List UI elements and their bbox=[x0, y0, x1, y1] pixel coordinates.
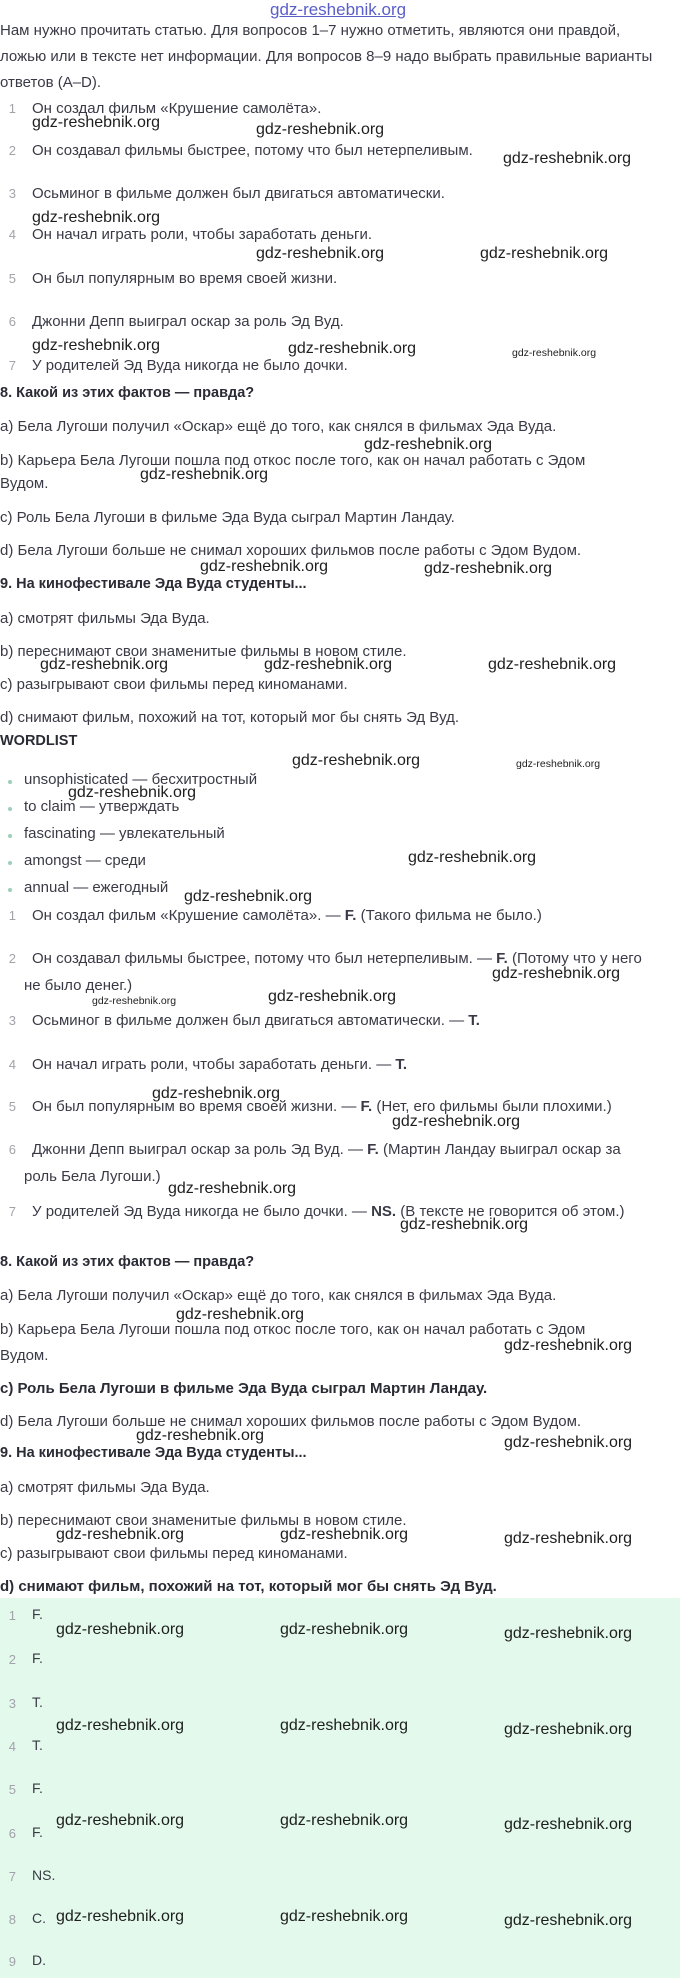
item-number: 7 bbox=[8, 1869, 16, 1884]
watermark-text: gdz-reshebnik.org bbox=[504, 1530, 633, 1547]
item-text: Осьминог в фильме должен был двигаться автоматически. bbox=[32, 185, 445, 202]
item-number: 9 bbox=[8, 1954, 16, 1969]
question-9-option-d: d) снимают фильм, похожий на тот, который мог бы снять Эд Вуд. bbox=[0, 709, 460, 726]
item-text: Он был популярным во время своей жизни. bbox=[32, 270, 338, 287]
wordlist-title: WORDLIST bbox=[0, 733, 78, 749]
bullet-icon bbox=[8, 807, 12, 811]
item-text: Осьминог в фильме должен был двигаться автоматически. — T. bbox=[32, 1012, 480, 1029]
item-number: 4 bbox=[8, 1057, 16, 1072]
item-text: Он создавал фильмы быстрее, потому что был нетерпеливым. bbox=[32, 142, 473, 159]
question-8-option-d: d) Бела Лугоши больше не снимал хороших фильмов после работы с Эдом Вудом. bbox=[0, 542, 582, 559]
answer-value: NS. bbox=[32, 1867, 56, 1883]
answer-value: F. bbox=[32, 1606, 43, 1622]
watermark-text: gdz-reshebnik.org bbox=[200, 558, 329, 575]
watermark-text: gdz-reshebnik.org bbox=[56, 1621, 185, 1638]
watermark-text: gdz-reshebnik.org bbox=[168, 1180, 297, 1197]
watermark-text: gdz-reshebnik.org bbox=[68, 784, 197, 801]
watermark-text: gdz-reshebnik.org bbox=[516, 758, 601, 770]
answer-value: F. bbox=[32, 1780, 43, 1796]
question-9-option-a: a) смотрят фильмы Эда Вуда. bbox=[0, 610, 210, 627]
item-text: У родителей Эд Вуда никогда не было дочки. — NS. (В тексте не говорится об этом.) bbox=[32, 1203, 625, 1220]
watermark-text: gdz-reshebnik.org bbox=[280, 1717, 409, 1734]
question-9-option-b: b) переснимают свои знаменитые фильмы в новом стиле. bbox=[0, 643, 407, 660]
item-text: Он был популярным во время своей жизни. — F. (Нет, его фильмы были плохими.) bbox=[32, 1098, 612, 1115]
watermark-text: gdz-reshebnik.org bbox=[424, 560, 553, 577]
wordlist-entry: amongst — среди bbox=[24, 852, 146, 869]
question-8-title: 8. Какой из этих фактов — правда? bbox=[0, 385, 255, 401]
question-9-option-c: c) разыгрывают свои фильмы перед киноманами. bbox=[0, 1545, 348, 1562]
question-8-option-b-cont: Вудом. bbox=[0, 1347, 49, 1364]
watermark-text: gdz-reshebnik.org bbox=[492, 965, 621, 982]
item-number: 6 bbox=[8, 1142, 16, 1157]
item-number: 6 bbox=[8, 314, 16, 329]
question-8-option-b: b) Карьера Бела Лугоши пошла под откос после того, как он начал работать с Эдом bbox=[0, 1321, 586, 1338]
item-number: 7 bbox=[8, 358, 16, 373]
item-text: Джонни Депп выиграл оскар за роль Эд Вуд. — F. (Мартин Ландау выиграл оскар за bbox=[32, 1141, 621, 1158]
watermark-text: gdz-reshebnik.org bbox=[364, 436, 493, 453]
question-8-option-b-cont: Вудом. bbox=[0, 475, 49, 492]
watermark-text: gdz-reshebnik.org bbox=[400, 1216, 529, 1233]
question-8-title: 8. Какой из этих фактов — правда? bbox=[0, 1254, 255, 1270]
question-9-title: 9. На кинофестивале Эда Вуда студенты... bbox=[0, 576, 307, 592]
item-text: У родителей Эд Вуда никогда не было дочки. bbox=[32, 357, 348, 374]
watermark-text: gdz-reshebnik.org bbox=[280, 1908, 409, 1925]
watermark-text: gdz-reshebnik.org bbox=[56, 1908, 185, 1925]
item-number: 1 bbox=[8, 908, 16, 923]
item-number: 3 bbox=[8, 186, 16, 201]
watermark-text: gdz-reshebnik.org bbox=[264, 656, 393, 673]
answer-value: T. bbox=[32, 1737, 43, 1753]
item-text: Он создал фильм «Крушение самолёта». — F. (Такого фильма не было.) bbox=[32, 907, 542, 924]
item-text: Он начал играть роли, чтобы заработать деньги. — T. bbox=[32, 1056, 408, 1073]
watermark-text: gdz-reshebnik.org bbox=[56, 1717, 185, 1734]
watermark-text: gdz-reshebnik.org bbox=[32, 337, 161, 354]
item-number: 3 bbox=[8, 1013, 16, 1028]
item-number: 2 bbox=[8, 951, 16, 966]
intro-paragraph: Нам нужно прочитать статью. Для вопросов 1–7 нужно отметить, являются они правдой, ложью или в тексте нет информации. Для вопросов 8–9 надо выбрать правильные варианты ответов (A–D). bbox=[0, 22, 653, 91]
wordlist-entry: fascinating — увлекательный bbox=[24, 825, 225, 842]
watermark-text: gdz-reshebnik.org bbox=[256, 121, 385, 138]
question-9-option-b: b) переснимают свои знаменитые фильмы в новом стиле. bbox=[0, 1512, 407, 1529]
watermark-text: gdz-reshebnik.org bbox=[140, 466, 269, 483]
item-text: Он создавал фильмы быстрее, потому что был нетерпеливым. — F. (Потому что у него bbox=[32, 950, 642, 967]
watermark-text: gdz-reshebnik.org bbox=[280, 1812, 409, 1829]
watermark-text: gdz-reshebnik.org bbox=[184, 888, 313, 905]
item-number: 3 bbox=[8, 1696, 16, 1711]
item-number: 7 bbox=[8, 1204, 16, 1219]
bullet-icon bbox=[8, 780, 12, 784]
watermark-text: gdz-reshebnik.org bbox=[268, 988, 397, 1005]
question-9-option-d-correct: d) снимают фильм, похожий на тот, который мог бы снять Эд Вуд. bbox=[0, 1578, 497, 1595]
watermark-text: gdz-reshebnik.org bbox=[488, 656, 617, 673]
item-number: 4 bbox=[8, 1739, 16, 1754]
watermark-text: gdz-reshebnik.org bbox=[392, 1113, 521, 1130]
item-number: 5 bbox=[8, 1782, 16, 1797]
item-number: 5 bbox=[8, 1099, 16, 1114]
item-number: 8 bbox=[8, 1912, 16, 1927]
watermark-text: gdz-reshebnik.org bbox=[408, 849, 537, 866]
question-8-option-d: d) Бела Лугоши больше не снимал хороших фильмов после работы с Эдом Вудом. bbox=[0, 1413, 582, 1430]
item-number: 5 bbox=[8, 271, 16, 286]
item-number: 2 bbox=[8, 143, 16, 158]
item-text-cont: не было денег.) bbox=[24, 977, 133, 994]
wordlist-entry: unsophisticated — бесхитростный bbox=[24, 771, 258, 788]
question-9-title: 9. На кинофестивале Эда Вуда студенты... bbox=[0, 1445, 307, 1461]
answer-value: F. bbox=[32, 1650, 43, 1666]
watermark-text: gdz-reshebnik.org bbox=[136, 1427, 265, 1444]
watermark-text: gdz-reshebnik.org bbox=[504, 1912, 633, 1929]
question-8-option-a: a) Бела Лугоши получил «Оскар» ещё до того, как снялся в фильмах Эда Вуда. bbox=[0, 1287, 557, 1304]
watermark-text: gdz-reshebnik.org bbox=[288, 340, 417, 357]
answer-value: D. bbox=[32, 1952, 46, 1968]
bullet-icon bbox=[8, 888, 12, 892]
watermark-text: gdz-reshebnik.org bbox=[92, 995, 177, 1007]
watermark-text: gdz-reshebnik.org bbox=[32, 114, 161, 131]
watermark-text: gdz-reshebnik.org bbox=[40, 656, 169, 673]
watermark-text: gdz-reshebnik.org bbox=[280, 1526, 409, 1543]
item-number: 6 bbox=[8, 1826, 16, 1841]
bullet-icon bbox=[8, 834, 12, 838]
watermark-text: gdz-reshebnik.org bbox=[280, 1621, 409, 1638]
watermark-text: gdz-reshebnik.org bbox=[503, 150, 632, 167]
question-8-option-c: c) Роль Бела Лугоши в фильме Эда Вуда сыграл Мартин Ландау. bbox=[0, 509, 455, 526]
watermark-text: gdz-reshebnik.org bbox=[504, 1434, 633, 1451]
item-number: 1 bbox=[8, 101, 16, 116]
wordlist-entry: annual — ежегодный bbox=[24, 879, 169, 896]
watermark-text: gdz-reshebnik.org bbox=[56, 1812, 185, 1829]
question-9-option-a: a) смотрят фильмы Эда Вуда. bbox=[0, 1479, 210, 1496]
watermark-text: gdz-reshebnik.org bbox=[504, 1625, 633, 1642]
item-text: Джонни Депп выиграл оскар за роль Эд Вуд. bbox=[32, 313, 344, 330]
watermark-text: gdz-reshebnik.org bbox=[504, 1337, 633, 1354]
question-8-option-c-correct: c) Роль Бела Лугоши в фильме Эда Вуда сыграл Мартин Ландау. bbox=[0, 1380, 488, 1397]
item-text-cont: роль Бела Лугоши.) bbox=[24, 1168, 161, 1185]
watermark-text: gdz-reshebnik.org bbox=[292, 752, 421, 769]
watermark-text: gdz-reshebnik.org bbox=[256, 245, 385, 262]
watermark-text: gdz-reshebnik.org bbox=[32, 209, 161, 226]
watermark-link[interactable]: gdz-reshebnik.org bbox=[270, 0, 407, 19]
watermark-text: gdz-reshebnik.org bbox=[504, 1721, 633, 1738]
watermark-text: gdz-reshebnik.org bbox=[176, 1306, 305, 1323]
watermark-text: gdz-reshebnik.org bbox=[152, 1085, 281, 1102]
bullet-icon bbox=[8, 861, 12, 865]
question-8-option-b: b) Карьера Бела Лугоши пошла под откос после того, как он начал работать с Эдом bbox=[0, 452, 586, 469]
question-8-option-a: a) Бела Лугоши получил «Оскар» ещё до того, как снялся в фильмах Эда Вуда. bbox=[0, 418, 557, 435]
item-text: Он начал играть роли, чтобы заработать деньги. bbox=[32, 226, 373, 243]
item-number: 1 bbox=[8, 1608, 16, 1623]
watermark-text: gdz-reshebnik.org bbox=[56, 1526, 185, 1543]
item-number: 2 bbox=[8, 1652, 16, 1667]
question-9-option-c: c) разыгрывают свои фильмы перед киноманами. bbox=[0, 676, 348, 693]
watermark-text: gdz-reshebnik.org bbox=[512, 347, 597, 359]
watermark-text: gdz-reshebnik.org bbox=[504, 1816, 633, 1833]
answer-value: T. bbox=[32, 1694, 43, 1710]
item-text: Он создал фильм «Крушение самолёта». bbox=[32, 100, 322, 117]
wordlist-entry: to claim — утверждать bbox=[24, 798, 180, 815]
watermark-text: gdz-reshebnik.org bbox=[480, 245, 609, 262]
item-number: 4 bbox=[8, 227, 16, 242]
answer-value: C. bbox=[32, 1910, 46, 1926]
answer-value: F. bbox=[32, 1824, 43, 1840]
